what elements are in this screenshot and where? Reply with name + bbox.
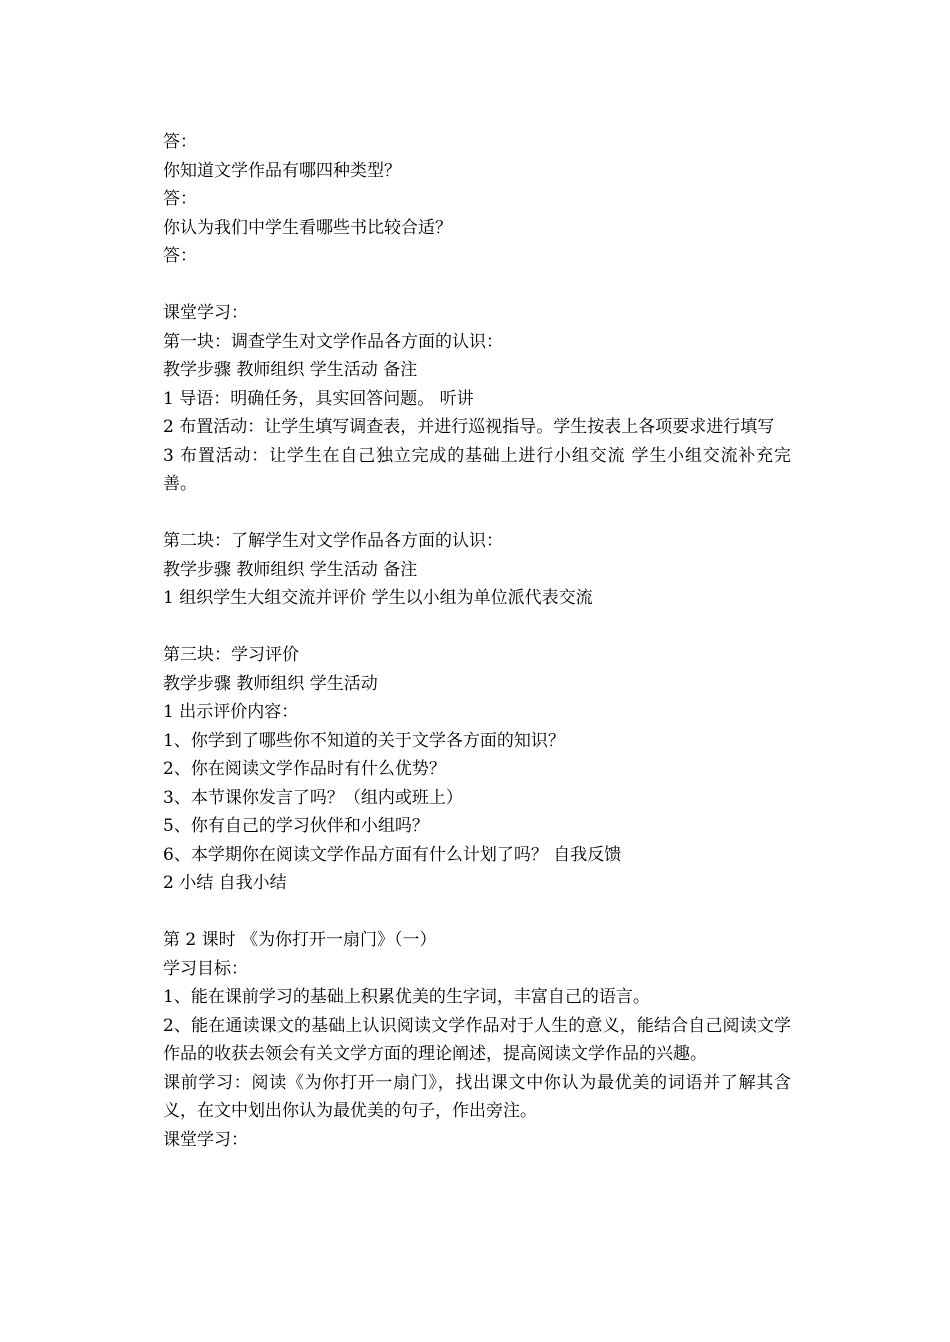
blank-line xyxy=(163,499,791,528)
question-line: 你知道文学作品有哪四种类型？ xyxy=(163,160,401,181)
evaluation-item: 1、你学到了哪些你不知道的关于文学各方面的知识？ xyxy=(163,730,565,751)
question-line: 你认为我们中学生看哪些书比较合适？ xyxy=(163,217,452,238)
objective-item: 2、能在通读课文的基础上认识阅读文学作品对于人生的意义，能结合自己阅读文学作品的收获去领会有关文学方面的理论阐述，提高阅读文学作品的兴趣。 xyxy=(163,1015,791,1064)
step-line: 2 小结 自我小结 xyxy=(163,873,287,893)
evaluation-item: 2、你在阅读文学作品时有什么优势？ xyxy=(163,759,446,779)
blank-line xyxy=(163,898,791,927)
step-line: 1 组织学生大组交流并评价 学生以小组为单位派代表交流 xyxy=(163,588,593,608)
block-heading: 第一块：调查学生对文学作品各方面的认识： xyxy=(163,331,503,352)
table-header-line: 教学步骤 教师组织 学生活动 备注 xyxy=(163,360,418,380)
blank-line xyxy=(163,613,791,642)
block-heading: 第三块：学习评价 xyxy=(163,645,299,665)
step-line: 1 出示评价内容： xyxy=(163,702,299,722)
block-heading: 第二块：了解学生对文学作品各方面的认识： xyxy=(163,531,503,551)
section-heading: 课堂学习： xyxy=(163,1129,248,1150)
section-heading: 课堂学习： xyxy=(163,303,248,323)
document-page xyxy=(163,128,791,1154)
answer-prompt: 答： xyxy=(163,132,197,152)
evaluation-item: 6、本学期你在阅读文学作品方面有什么计划了吗？ 自我反馈 xyxy=(163,844,622,865)
answer-prompt: 答： xyxy=(163,246,197,266)
table-header-line: 教学步骤 教师组织 学生活动 xyxy=(163,673,378,694)
objective-item: 1、能在课前学习的基础上积累优美的生字词，丰富自己的语言。 xyxy=(163,987,650,1007)
step-line: 2 布置活动：让学生填写调查表，并进行巡视指导。学生按表上各项要求进行填写 xyxy=(163,417,775,437)
lesson-title: 第 2 课时 《为你打开一扇门》（一） xyxy=(163,930,437,950)
step-line: 3 布置活动：让学生在自己独立完成的基础上进行小组交流 学生小组交流补充完善。 xyxy=(163,445,791,494)
evaluation-item: 3、本节课你发言了吗？（组内或班上） xyxy=(163,787,463,808)
section-heading: 学习目标： xyxy=(163,958,248,979)
blank-line xyxy=(163,271,791,300)
step-line: 1 导语：明确任务，具实回答问题。 听讲 xyxy=(163,388,474,409)
evaluation-item: 5、你有自己的学习伙伴和小组吗？ xyxy=(163,816,429,836)
answer-prompt: 答： xyxy=(163,189,197,209)
table-header-line: 教学步骤 教师组织 学生活动 备注 xyxy=(163,559,418,580)
pre-class-study: 课前学习：阅读《为你打开一扇门》，找出课文中你认为最优美的词语并了解其含义，在文中划出你认为最优美的句子，作出旁注。 xyxy=(163,1072,791,1121)
